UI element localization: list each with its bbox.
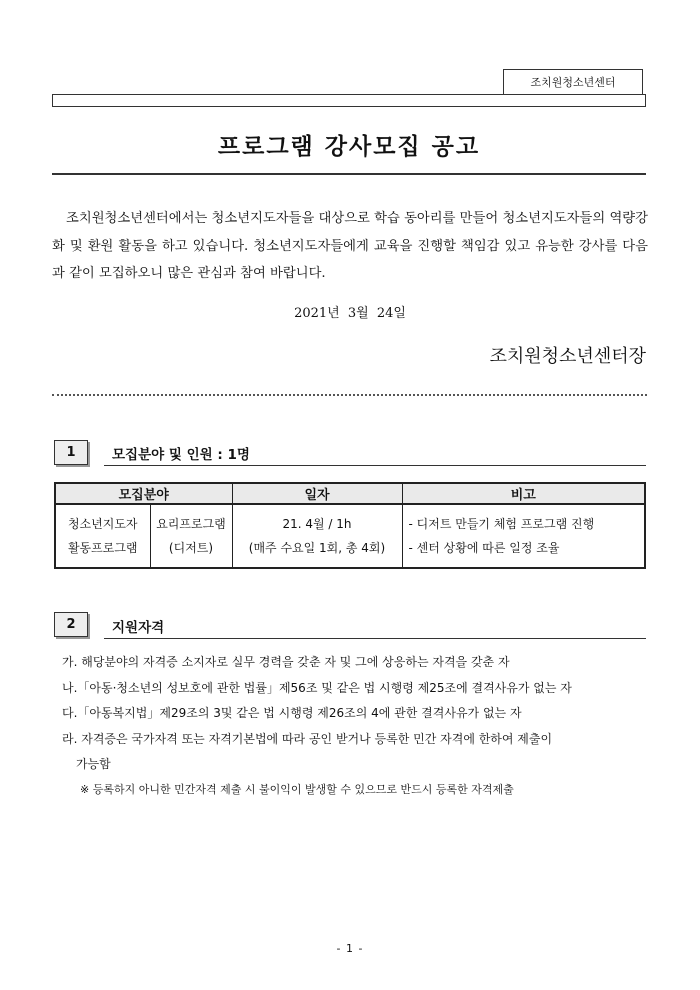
- cell-text: 청소년지도자: [67, 517, 138, 531]
- footnote: ※ 등록하지 아니한 민간자격 제출 시 불이익이 발생할 수 있으므로 반드시 등록한 자격제출: [80, 783, 514, 796]
- announcement-date: 2021년 3월 24일: [294, 306, 406, 321]
- list-item: 가. 해당분야의 자격증 소지자로 실무 경력을 갖춘 자 및 그에 상응하는 자격을 갖춘 자: [62, 655, 510, 669]
- cell-text: (디저트): [168, 541, 214, 555]
- section-1-number: 1: [54, 440, 88, 465]
- title-frame-top: [52, 94, 646, 107]
- cell-text: - 센터 상황에 따른 일정 조율: [408, 541, 560, 555]
- qualification-list: [62, 650, 652, 778]
- table-header-row: [55, 483, 645, 504]
- dotted-divider: [52, 394, 647, 396]
- table-header-field: 모집분야: [55, 483, 232, 504]
- title-rule-bottom: [52, 173, 646, 175]
- table-row: [55, 504, 645, 568]
- recruit-table: [54, 482, 646, 569]
- list-item: 다.「아동복지법」제29조의 3및 같은 법 시행령 제26조의 4에 관한 결격사유가 없는 자: [62, 706, 522, 720]
- page-title: 프로그램 강사모집 공고: [217, 134, 481, 160]
- table-header-date: 일자: [232, 483, 402, 504]
- section-2-rule: [104, 638, 646, 639]
- cell-text: 요리프로그램: [156, 517, 226, 531]
- page-number: - 1 -: [336, 942, 364, 955]
- section-1-rule: [104, 465, 646, 466]
- cell-text: (매주 수요일 1회, 총 4회): [248, 541, 386, 555]
- section-1-title: 모집분야 및 인원 : 1명: [112, 447, 250, 463]
- list-item: 라. 자격증은 국가자격 또는 자격기본법에 따라 공인 받거나 등록한 민간 자격에 한하여 제출이: [62, 731, 553, 746]
- signer: 조치원청소년센터장: [489, 346, 646, 367]
- cell-notes: [402, 504, 645, 568]
- table-header-notes: 비고: [402, 483, 645, 504]
- cell-schedule: [232, 504, 402, 568]
- cell-text: 활동프로그램: [67, 541, 138, 555]
- section-2-title: 지원자격: [112, 620, 165, 636]
- cell-field-a: [55, 504, 150, 568]
- section-2-number: 2: [54, 612, 88, 637]
- list-item: 나.「아동·청소년의 성보호에 관한 법률」제56조 및 같은 법 시행령 제25조에 결격사유가 없는 자: [62, 680, 572, 695]
- org-label-box: 조치원청소년센터: [503, 69, 643, 95]
- list-item-continuation: 가능함: [76, 757, 111, 771]
- intro-paragraph: 조치원청소년센터에서는 청소년지도자들을 대상으로 학습 동아리를 만들어 청소년지도자들의 역량강화 및 환원 활동을 하고 있습니다. 청소년지도자들에게 교육을 진행할 책임감 있고 유능한 강사를 다음과 같이 모집하오니 많은 관심과 참여 바랍니다.: [52, 211, 648, 281]
- cell-text: 21. 4월 / 1h: [282, 517, 352, 531]
- cell-field-b: [150, 504, 232, 568]
- cell-text: - 디저트 만들기 체험 프로그램 진행: [408, 517, 595, 531]
